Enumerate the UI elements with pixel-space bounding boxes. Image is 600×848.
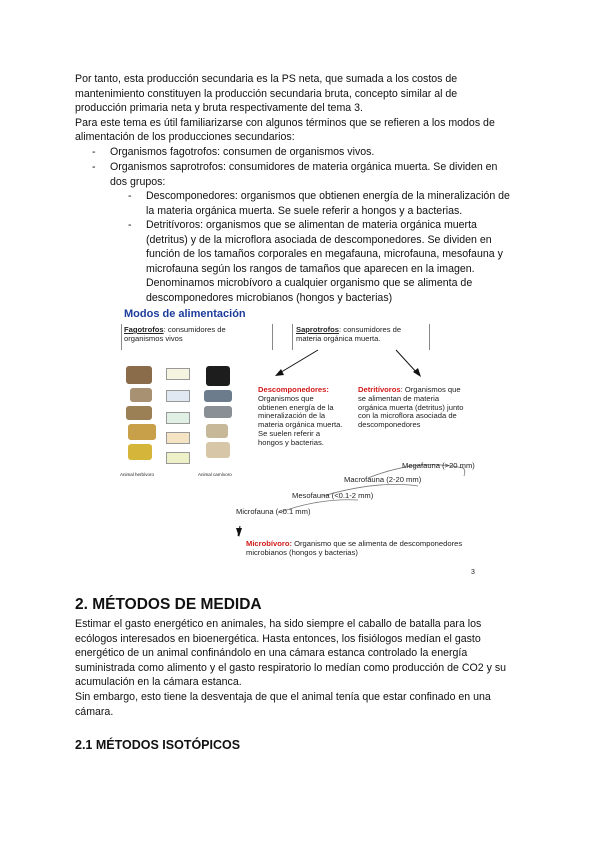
orca-image [206, 366, 230, 386]
text-line: Para este tema es útil familiarizarse con algunos términos que se refieren a los modos de [75, 116, 495, 129]
detritivoros-desc: : Organismos que [400, 385, 461, 394]
text-line: cámara. [75, 705, 114, 718]
text-line: suministrada como alimento y el gasto respiratorio lo medían como producción de CO2 y su [75, 661, 507, 674]
text-line: hongos y bacterias. [258, 437, 324, 447]
text-line: Organismos que [258, 393, 314, 403]
text-line: energético de un animal confinándolo en una cámara estanca controlado la energía [75, 647, 468, 660]
sub-item-detritivoros [146, 218, 536, 306]
arrow-to-detritivoros [396, 350, 418, 374]
text-line: acumulación en la cámara estanca. [75, 676, 242, 689]
organism-label [166, 412, 190, 424]
text-line: orgánica muerta (detritus) junto [358, 402, 464, 412]
text-line: Detritívoros: organismos que se alimentan de materia orgánica muerta [146, 219, 477, 231]
fagotrofos-head: Fagotrofos [124, 325, 164, 334]
microbivoro-desc: Organismo que se alimenta de descomponedores [292, 539, 463, 548]
organism-label [166, 390, 190, 402]
section2-paragraph [75, 617, 535, 719]
feeding-modes-figure [118, 308, 498, 576]
bullet: - [92, 146, 96, 158]
organism-image [126, 366, 152, 384]
text-line: alimentación de los producciones secundarios: [75, 131, 295, 144]
microbivoro-head: Microbívoro: [246, 539, 292, 548]
descomponedores-head: Descomponedores: [258, 385, 329, 394]
organism-image [206, 424, 228, 438]
detritivoros-block [358, 386, 464, 430]
text-line: microfauna según los rangos de tamaños que aparecen en la imagen. [146, 262, 475, 275]
text-line: materia orgánica muerta. [258, 420, 343, 430]
organism-image [204, 406, 232, 418]
text-line: Organismos saprotrofos: consumidores de materia orgánica muerta. Se dividen en [110, 161, 498, 173]
saprotrofos-line2: materia orgánica muerta. [296, 334, 381, 343]
sub-item-descomponedores [146, 189, 536, 218]
arrowhead [236, 528, 242, 537]
text-line: producción primaria neta y bruta respectivamente del tema 3. [75, 102, 363, 115]
bullet: - [128, 219, 132, 231]
saprotrofos-head: Saprotrofos [296, 325, 340, 334]
descomponedores-block [258, 386, 342, 448]
organism-image [204, 390, 232, 402]
text-line: obtienen energía de la [258, 402, 334, 412]
detritivoros-head: Detritívoros [358, 385, 401, 394]
intro-paragraph [75, 72, 527, 145]
fagotrofos-line2: organismos vivos [124, 334, 183, 343]
text-line: microbianos (hongos y bacterias) [246, 547, 358, 557]
list-item-fagotrofos: Organismos fagotrofos: consumen de organismos vivos. [110, 146, 375, 158]
organism-image [128, 444, 152, 460]
text-line: Descomponedores: organismos que obtienen energía de la mineralización de [146, 190, 510, 202]
organism-image [130, 388, 152, 402]
saprotrofos-desc: : consumidores de [339, 325, 402, 334]
text-line: dos grupos: [110, 175, 166, 188]
text-line: Sin embargo, esto tiene la desventaja de que el animal tenía que estar confinado en una [75, 690, 491, 703]
fagotrofos-desc: : consumidores de [163, 325, 226, 334]
organism-label [166, 368, 190, 380]
text-line: Por tanto, esta producción secundaria es la PS neta, que sumada a los costos de [75, 73, 458, 85]
organism-label [166, 432, 190, 444]
text-line: Estimar el gasto energético en animales, ha sido siempre el caballo de batalla para los [75, 618, 482, 630]
organism-image [126, 406, 152, 420]
text-line: con la microflora asociada de [358, 411, 457, 421]
caption-left: Animal herbívoro [120, 472, 155, 477]
text-line: descomponedores microbianos (hongos y bacterias) [146, 291, 393, 304]
bullet: - [92, 161, 96, 173]
figure-page-number: 3 [471, 569, 475, 576]
text-line: mineralización de la [258, 411, 326, 421]
text-line: descomponedores [358, 420, 421, 430]
figure-title: Modos de alimentación [124, 308, 246, 320]
text-line: se alimentan de materia [358, 393, 440, 403]
caption-right: Animal carnívoro [198, 472, 232, 477]
organism-image [206, 442, 230, 458]
text-line: Se suelen referir a [258, 428, 321, 438]
text-line: ecólogos interesados en bioenergética. Hasta entonces, los fisiólogos medían el gasto [75, 632, 481, 645]
text-line: Denominamos microbívoro a cualquier organismo que se alimenta de [146, 277, 473, 290]
text-line: mantenimiento constituyen la producción secundaria bruta, concepto similar al de [75, 87, 458, 100]
organism-image [128, 424, 156, 440]
text-line: (detritus) y de la microflora asociada de descomponedores. Se dividen en [146, 233, 492, 246]
arrow-to-descomponedores [278, 350, 318, 374]
microbivoro-block [246, 540, 462, 558]
text-line: función de los tamaños corporales en megafauna, microfauna, mesofauna y [146, 248, 503, 261]
bullet: - [128, 190, 132, 202]
macrofauna-label: Macrofauna (2-20 mm) [344, 475, 422, 484]
text-line: la materia orgánica muerta. Se suele referir a hongos y a bacterias. [146, 204, 463, 217]
list-item-saprotrofos [110, 160, 530, 189]
organism-label [166, 452, 190, 464]
arrowhead [275, 369, 284, 376]
subsection-heading: 2.1 MÉTODOS ISOTÓPICOS [75, 738, 241, 752]
section-heading: 2. MÉTODOS DE MEDIDA [75, 596, 262, 613]
microfauna-label: Microfauna (<0.1 mm) [236, 507, 311, 516]
megafauna-label: Megafauna (>20 mm) [402, 461, 475, 470]
mesofauna-label: Mesofauna (<0.1-2 mm) [292, 491, 374, 500]
